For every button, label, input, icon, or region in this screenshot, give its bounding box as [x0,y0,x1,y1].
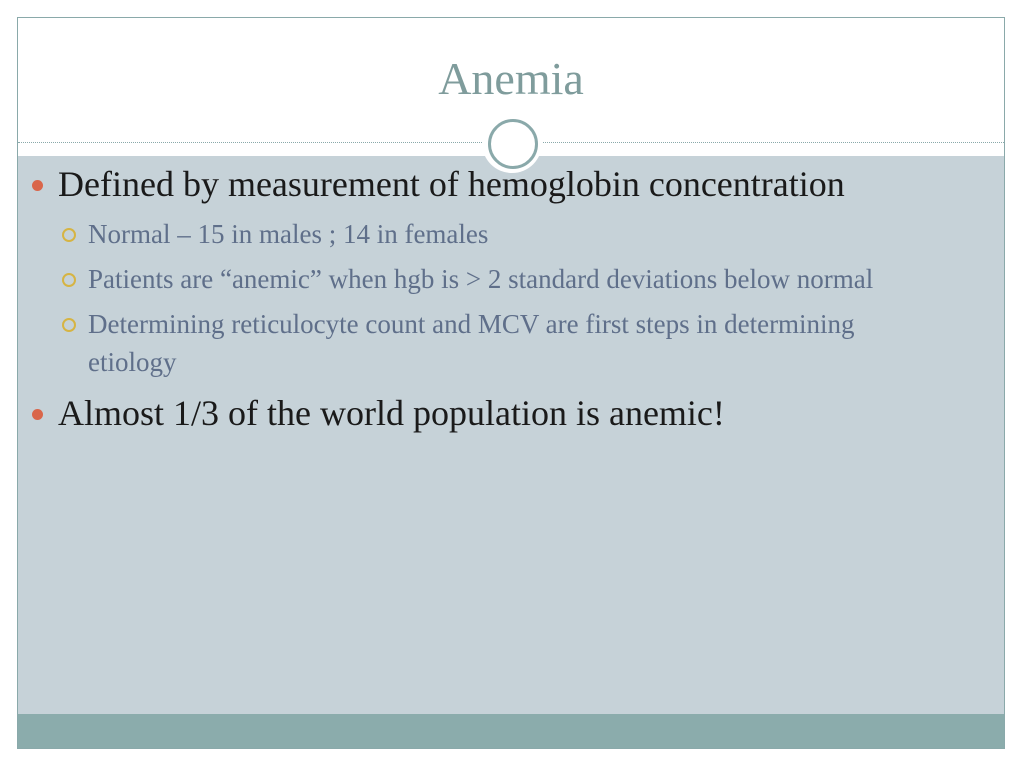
bullet-dot-icon [32,409,43,420]
bullet-item [30,391,930,436]
bullet-dot-icon [32,180,43,191]
bullet-text: Almost 1/3 of the world population is anemic! [58,393,725,433]
slide-title: Anemia [438,53,584,104]
sub-bullet-text: Normal – 15 in males ; 14 in females [88,219,489,249]
sub-bullet-item [30,305,930,381]
sub-bullet-item [30,215,930,253]
footer-bar [18,714,1004,748]
bullet-item [30,162,930,207]
sub-bullet-circle-icon [62,273,76,287]
sub-bullet-text: Determining reticulocyte count and MCV are first steps in determining etiology [88,309,855,377]
sub-bullet-item [30,260,930,298]
slide-content [30,162,930,436]
sub-bullet-circle-icon [62,228,76,242]
bullet-text: Defined by measurement of hemoglobin concentration [58,164,845,204]
sub-bullet-text: Patients are “anemic” when hgb is > 2 standard deviations below normal [88,264,874,294]
sub-bullet-circle-icon [62,318,76,332]
sub-bullet-list [30,215,930,381]
